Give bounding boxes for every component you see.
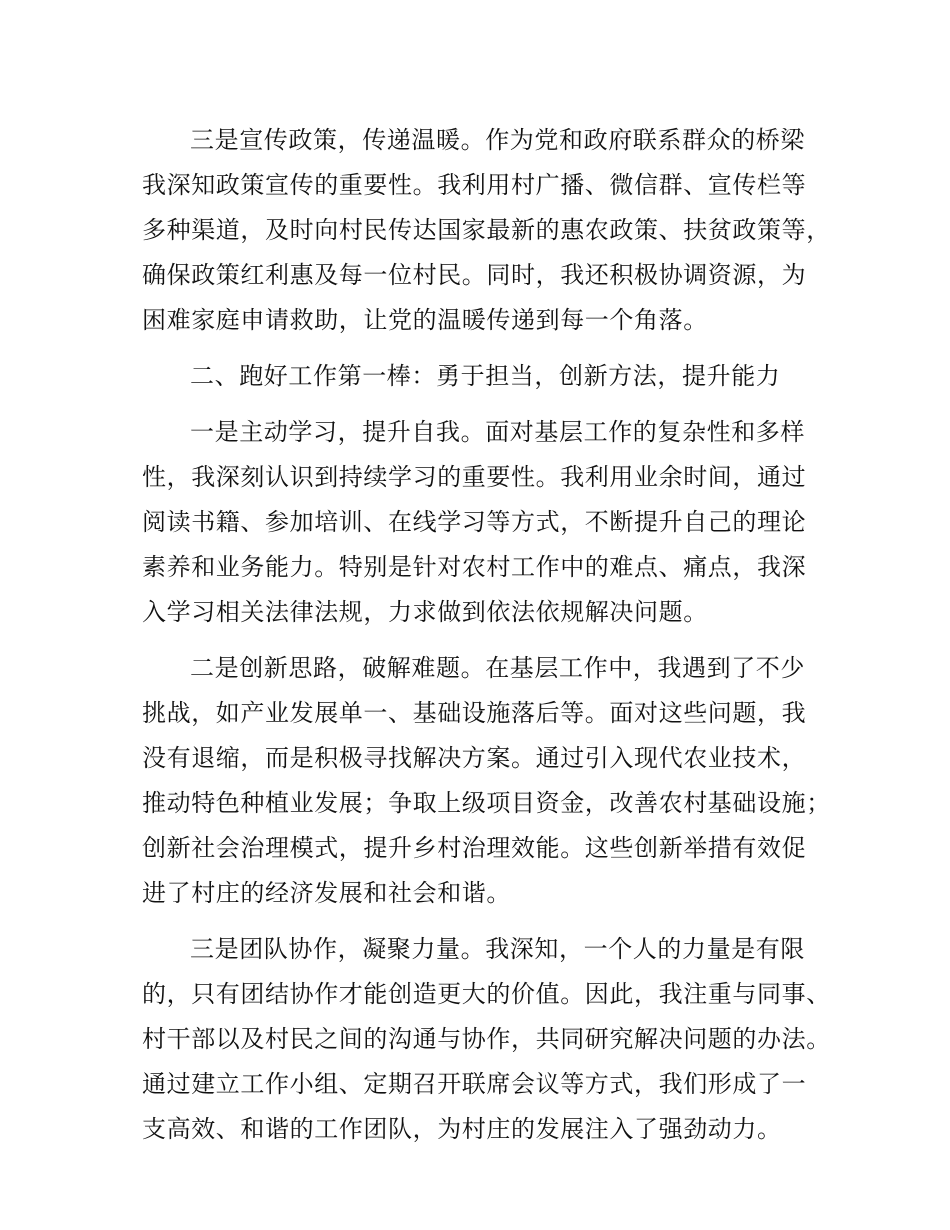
text-line: 我深知政策宣传的重要性。我利用村广播、微信群、宣传栏等 (142, 171, 807, 199)
text-line: 的，只有团结协作才能创造更大的价值。因此，我注重与同事、 (142, 980, 831, 1008)
paragraph-learning (142, 410, 842, 635)
text-line: 确保政策红利惠及每一位村民。同时，我还积极协调资源，为 (142, 261, 807, 289)
text-line: 二是创新思路，破解难题。在基层工作中，我遇到了不少 (190, 654, 805, 682)
text-line: 支高效、和谐的工作团队，为村庄的发展注入了强劲动力。 (142, 1115, 782, 1143)
text-line: 三是团队协作，凝聚力量。我深知，一个人的力量是有限 (190, 935, 805, 963)
document-page (142, 118, 842, 1163)
text-line: 一是主动学习，提升自我。面对基层工作的复杂性和多样 (190, 418, 805, 446)
text-line: 没有退缩，而是积极寻找解决方案。通过引入现代农业技术， (142, 744, 807, 772)
text-line: 推动特色种植业发展；争取上级项目资金，改善农村基础设施； (142, 789, 831, 817)
text-line: 进了村庄的经济发展和社会和谐。 (142, 879, 511, 907)
text-line: 素养和业务能力。特别是针对农村工作中的难点、痛点，我深 (142, 553, 807, 581)
text-line: 挑战，如产业发展单一、基础设施落后等。面对这些问题，我 (142, 699, 807, 727)
text-line: 通过建立工作小组、定期召开联席会议等方式，我们形成了一 (142, 1070, 807, 1098)
text-line: 性，我深刻认识到持续学习的重要性。我利用业余时间，通过 (142, 463, 807, 491)
heading-line: 二、跑好工作第一棒：勇于担当，创新方法，提升能力 (190, 362, 781, 390)
text-line: 创新社会治理模式，提升乡村治理效能。这些创新举措有效促 (142, 834, 807, 862)
paragraph-publicity (142, 118, 842, 343)
section-heading (142, 354, 842, 399)
text-line: 多种渠道，及时向村民传达国家最新的惠农政策、扶贫政策等， (142, 216, 831, 244)
text-line: 困难家庭申请救助，让党的温暖传递到每一个角落。 (142, 306, 708, 334)
text-line: 三是宣传政策，传递温暖。作为党和政府联系群众的桥梁 (190, 126, 805, 154)
text-line: 入学习相关法律法规，力求做到依法依规解决问题。 (142, 598, 708, 626)
text-line: 阅读书籍、参加培训、在线学习等方式，不断提升自己的理论 (142, 508, 807, 536)
paragraph-innovation (142, 646, 842, 916)
text-line: 村干部以及村民之间的沟通与协作，共同研究解决问题的办法。 (142, 1025, 831, 1053)
paragraph-teamwork (142, 927, 842, 1152)
